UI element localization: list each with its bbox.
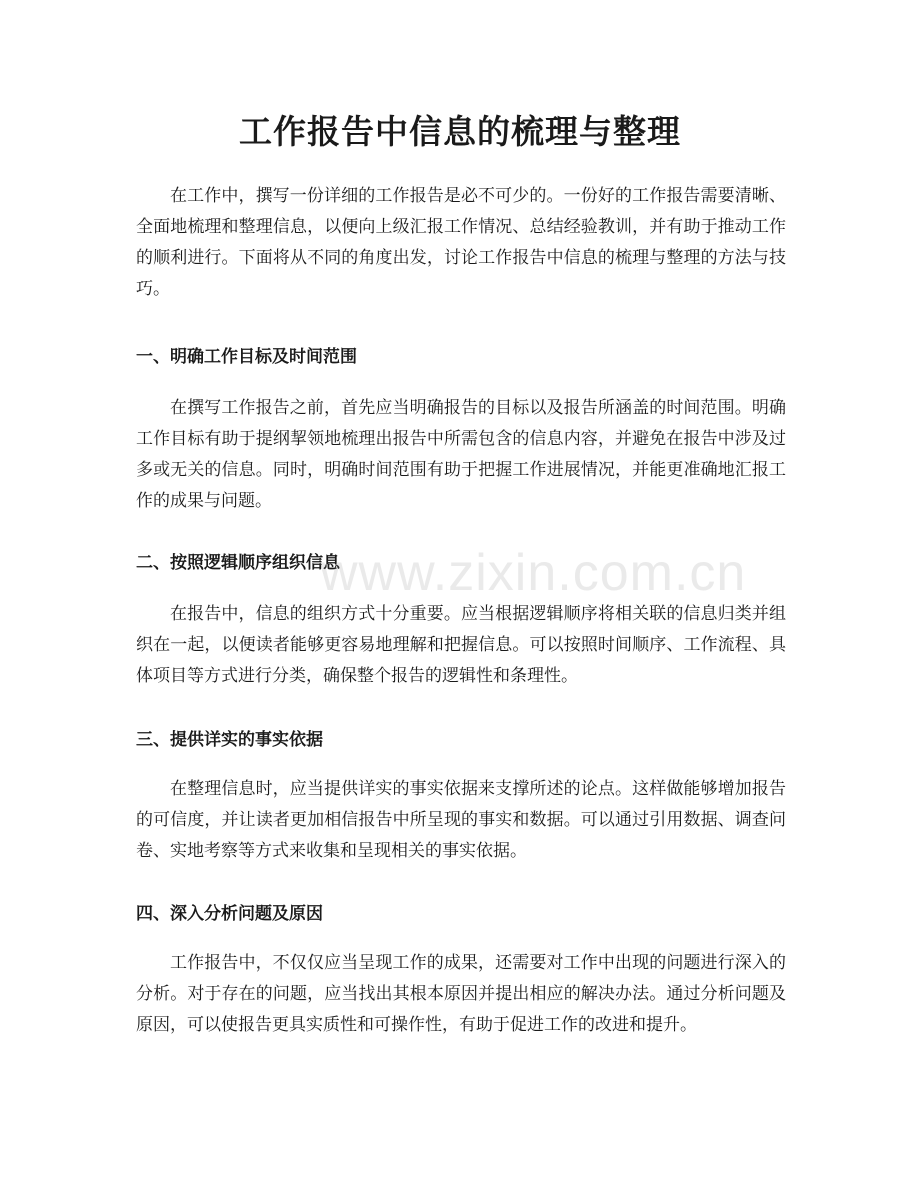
section-body-3: 在整理信息时，应当提供详实的事实依据来支撑所述的论点。这样做能够增加报告的可信度，并让读者更加相信报告中所呈现的事实和数据。可以通过引用数据、调查问卷、实地考察等方式来收集和呈现相关的事实依据。	[136, 779, 786, 861]
section-heading-3: 三、提供详实的事实依据	[136, 730, 323, 750]
section-heading-2: 二、按照逻辑顺序组织信息	[136, 553, 340, 573]
document-title: 工作报告中信息的梳理与整理	[239, 112, 681, 151]
intro-paragraph: 在工作中，撰写一份详细的工作报告是必不可少的。一份好的工作报告需要清晰、全面地梳理和整理信息，以便向上级汇报工作情况、总结经验教训，并有助于推动工作的顺利进行。下面将从不同的角度出发，讨论工作报告中信息的梳理与整理的方法与技巧。	[136, 186, 786, 299]
section-heading-4: 四、深入分析问题及原因	[136, 904, 323, 924]
watermark: www.zixin.com.cn	[320, 544, 747, 602]
section-body-4: 工作报告中，不仅仅应当呈现工作的成果，还需要对工作中出现的问题进行深入的分析。对于存在的问题，应当找出其根本原因并提出相应的解决办法。通过分析问题及原因，可以使报告更具实质性和可操作性，有助于促进工作的改进和提升。	[136, 953, 786, 1035]
section-heading-1: 一、明确工作目标及时间范围	[136, 347, 357, 367]
section-body-2: 在报告中，信息的组织方式十分重要。应当根据逻辑顺序将相关联的信息归类并组织在一起，以便读者能够更容易地理解和把握信息。可以按照时间顺序、工作流程、具体项目等方式进行分类，确保整个报告的逻辑性和条理性。	[136, 604, 786, 686]
section-body-1: 在撰写工作报告之前，首先应当明确报告的目标以及报告所涵盖的时间范围。明确工作目标有助于提纲挈领地梳理出报告中所需包含的信息内容，并避免在报告中涉及过多或无关的信息。同时，明确时间范围有助于把握工作进展情况，并能更准确地汇报工作的成果与问题。	[136, 398, 786, 511]
